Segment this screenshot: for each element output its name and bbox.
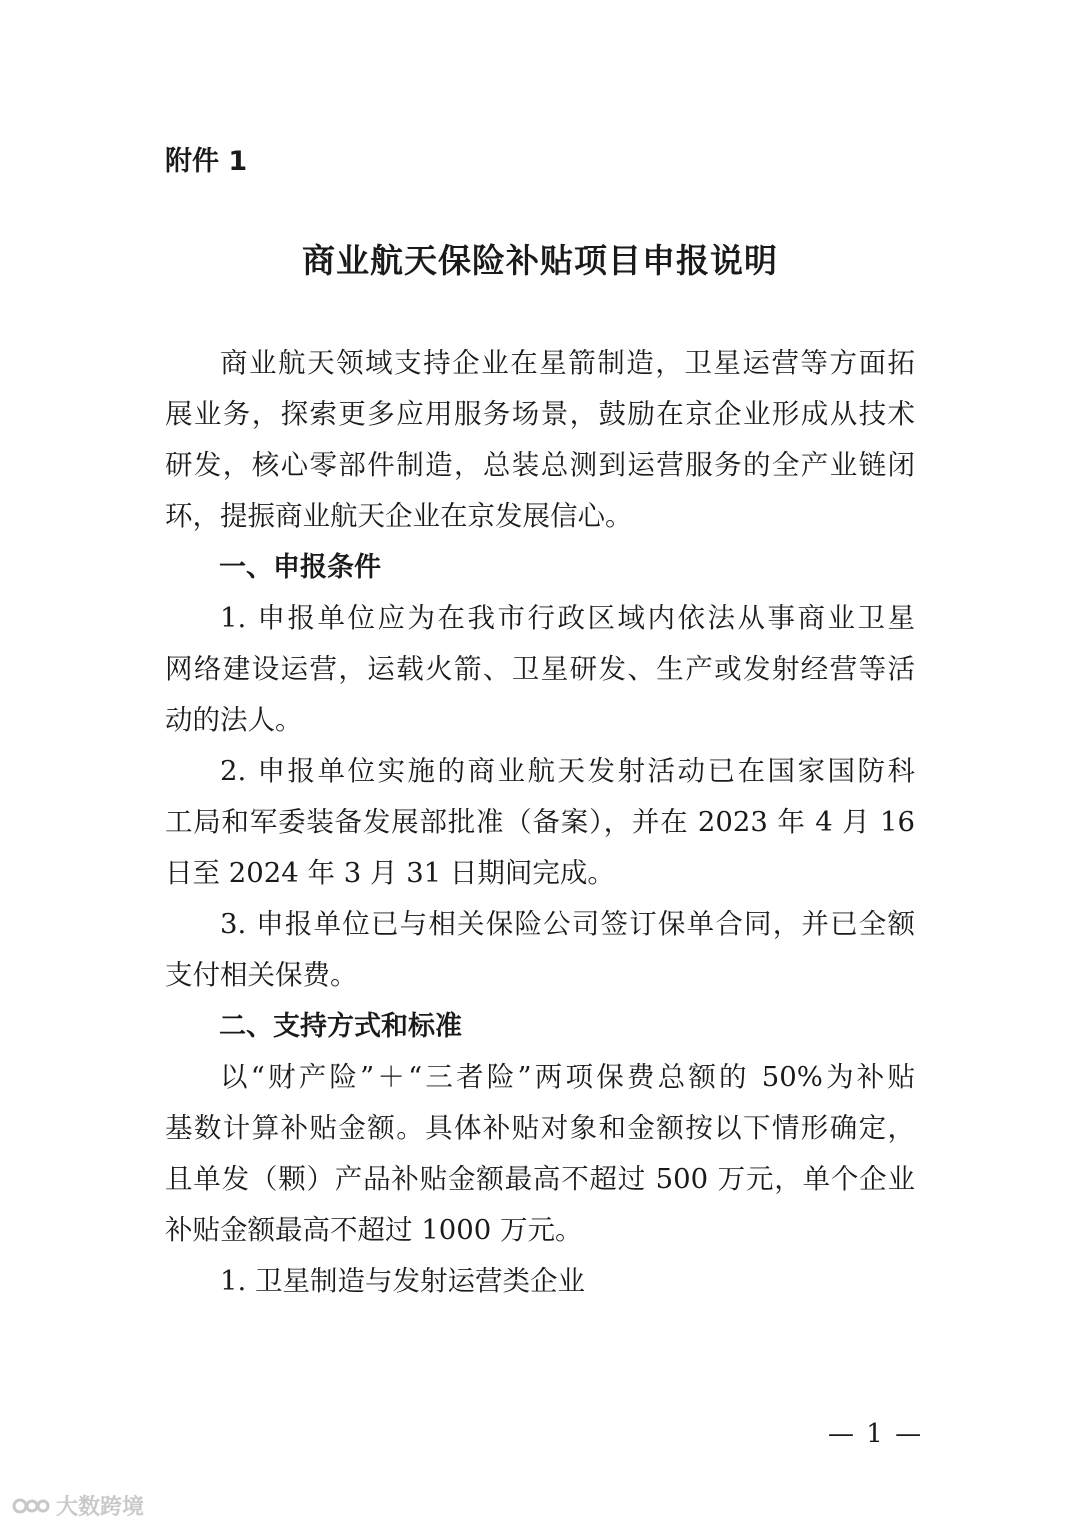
condition-3 <box>165 899 915 1001</box>
support-line: 补贴金额最高不超过 1000 万元。 <box>165 1214 583 1246</box>
intro-line: 展业务，探索更多应用服务场景，鼓励在京企业形成从技术 <box>165 398 915 430</box>
condition-line: 动的法人。 <box>165 704 303 736</box>
item-1: 1. 卫星制造与发射运营类企业 <box>220 1265 585 1297</box>
condition-line: 3. 申报单位已与相关保险公司签订保单合同，并已全额 <box>220 908 915 940</box>
support-line: 基数计算补贴金额。具体补贴对象和金额按以下情形确定， <box>165 1112 915 1144</box>
watermark <box>12 1490 144 1521</box>
support-paragraph <box>165 1052 915 1256</box>
support-line: 以“财产险”＋“三者险”两项保费总额的 50%为补贴 <box>220 1061 915 1093</box>
attachment-label: 附件 1 <box>165 146 248 177</box>
section2-heading: 二、支持方式和标准 <box>219 1011 462 1042</box>
condition-line: 1. 申报单位应为在我市行政区域内依法从事商业卫星 <box>220 602 915 634</box>
intro-line: 商业航天领域支持企业在星箭制造，卫星运营等方面拓 <box>220 347 915 379</box>
condition-line: 支付相关保费。 <box>165 959 358 991</box>
watermark-text: 大数跨境 <box>56 1495 145 1520</box>
intro-paragraph <box>165 338 915 542</box>
condition-line: 工局和军委装备发展部批准（备案），并在 2023 年 4 月 16 <box>165 806 915 838</box>
support-line: 且单发（颗）产品补贴金额最高不超过 500 万元，单个企业 <box>165 1163 915 1195</box>
condition-1 <box>165 593 915 746</box>
condition-line: 网络建设运营，运载火箭、卫星研发、生产或发射经营等活 <box>165 653 915 685</box>
condition-line: 2. 申报单位实施的商业航天发射活动已在国家国防科 <box>220 755 915 787</box>
document-body <box>165 338 915 1307</box>
intro-line: 环，提振商业航天企业在京发展信心。 <box>165 500 633 532</box>
condition-line: 日至 2024 年 3 月 31 日期间完成。 <box>165 857 615 889</box>
page-number: — 1 — <box>828 1419 924 1449</box>
document-title: 商业航天保险补贴项目申报说明 <box>302 241 778 280</box>
watermark-logo-icon <box>12 1494 50 1518</box>
condition-2 <box>165 746 915 899</box>
section1-heading: 一、申报条件 <box>219 552 381 583</box>
intro-line: 研发，核心零部件制造，总装总测到运营服务的全产业链闭 <box>165 449 915 481</box>
